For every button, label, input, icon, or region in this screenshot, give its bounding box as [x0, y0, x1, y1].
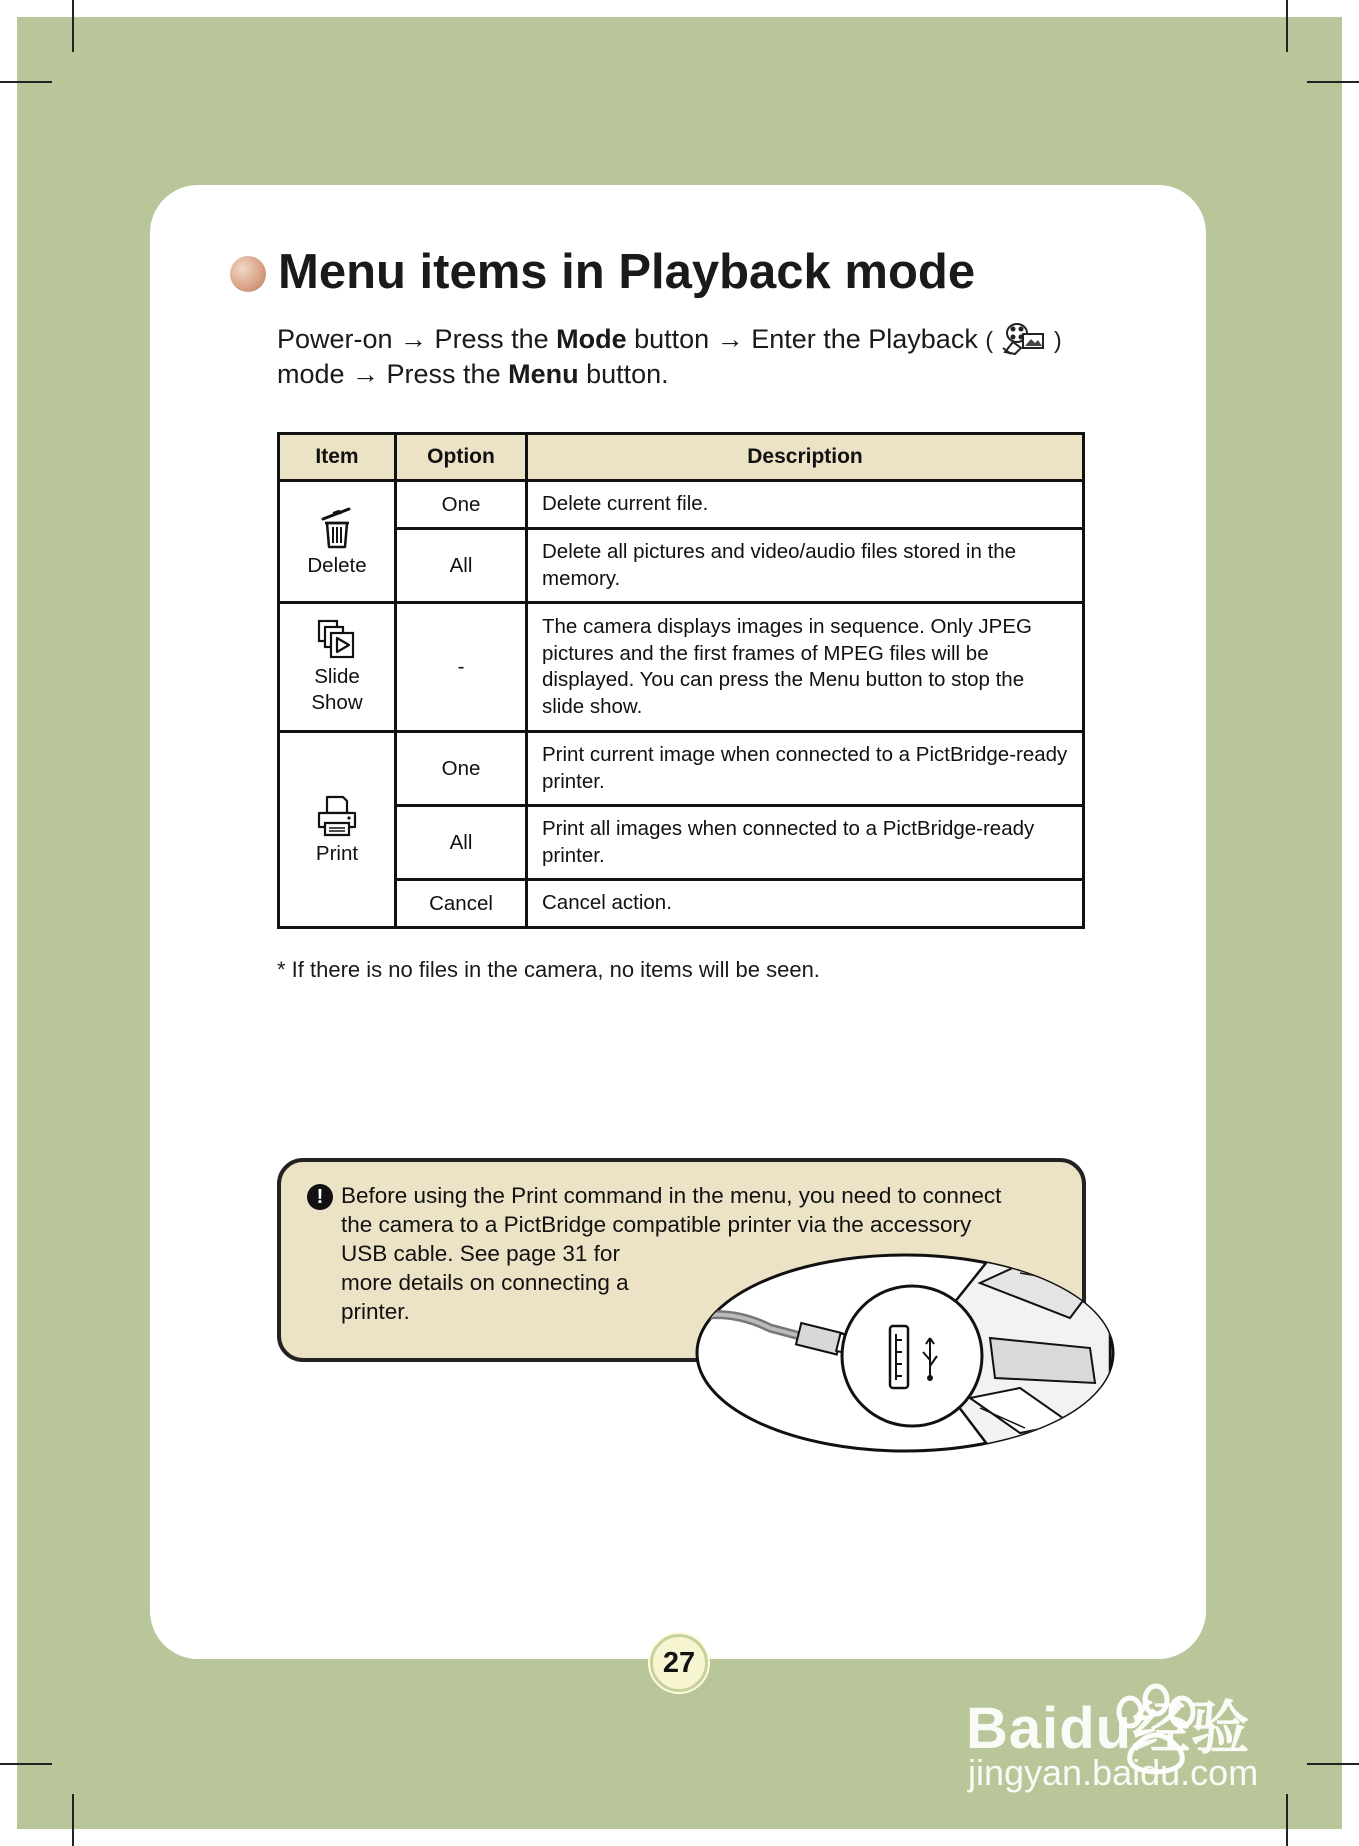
column-header-item: Item	[279, 434, 396, 481]
description-cell: Delete current file.	[527, 481, 1084, 529]
playback-mode-icon	[1001, 320, 1047, 358]
item-print: Print	[279, 732, 396, 928]
item-slide-show: Slide Show	[279, 603, 396, 732]
item-delete: Delete	[279, 481, 396, 603]
crop-mark	[72, 0, 74, 52]
trash-icon	[319, 505, 355, 551]
intro-text	[277, 320, 1062, 391]
note-line: more details on connecting a	[341, 1270, 629, 1295]
option-cell: All	[396, 529, 527, 603]
note-line: USB cable. See page 31 for	[341, 1241, 620, 1266]
option-cell: Cancel	[396, 880, 527, 928]
intro-line-2: mode → Press the Menu button.	[277, 359, 669, 389]
table-row	[279, 806, 1084, 880]
option-cell: One	[396, 732, 527, 806]
table-row	[279, 529, 1084, 603]
slideshow-icon	[315, 618, 359, 662]
title-bullet-icon	[230, 256, 266, 292]
mode-button-label: Mode	[556, 324, 627, 354]
page-title: Menu items in Playback mode	[278, 245, 976, 299]
note-line: printer.	[341, 1299, 410, 1324]
table-row	[279, 481, 1084, 529]
printer-icon	[315, 793, 359, 839]
description-cell: Print all images when connected to a PictBridge-ready printer.	[527, 806, 1084, 880]
table-row	[279, 603, 1084, 732]
table-header-row	[279, 434, 1084, 481]
column-header-description: Description	[527, 434, 1084, 481]
table-row	[279, 732, 1084, 806]
description-cell: The camera displays images in sequence. Only JPEG pictures and the first frames of MPEG files will be displayed. You can press the Menu button to stop the slide show.	[527, 603, 1084, 732]
option-cell: -	[396, 603, 527, 732]
note-line: the camera to a PictBridge compatible printer via the accessory	[341, 1212, 972, 1237]
option-cell: One	[396, 481, 527, 529]
note-line: Before using the Print command in the menu, you need to connect	[341, 1183, 1002, 1208]
watermark-brand: Baidu经验	[966, 1696, 1251, 1761]
table-row	[279, 880, 1084, 928]
column-header-option: Option	[396, 434, 527, 481]
exclamation-icon: !	[307, 1184, 333, 1210]
description-cell: Print current image when connected to a PictBridge-ready printer.	[527, 732, 1084, 806]
watermark-url: jingyan.baidu.com	[968, 1752, 1259, 1793]
crop-mark	[0, 81, 52, 83]
usb-printer-illustration	[690, 1248, 1120, 1458]
intro-line-1: Power-on → Press the Mode button → Enter the Playback ( )	[277, 320, 1062, 358]
crop-mark	[0, 1763, 52, 1765]
description-cell: Delete all pictures and video/audio files stored in the memory.	[527, 529, 1084, 603]
crop-mark	[72, 1794, 74, 1846]
crop-mark	[1286, 0, 1288, 52]
menu-items-table	[277, 432, 1085, 929]
crop-mark	[1307, 81, 1359, 83]
menu-button-label: Menu	[508, 359, 579, 389]
page-number: 27	[650, 1634, 708, 1692]
description-cell: Cancel action.	[527, 880, 1084, 928]
option-cell: All	[396, 806, 527, 880]
footnote: * If there is no files in the camera, no items will be seen.	[277, 957, 820, 982]
